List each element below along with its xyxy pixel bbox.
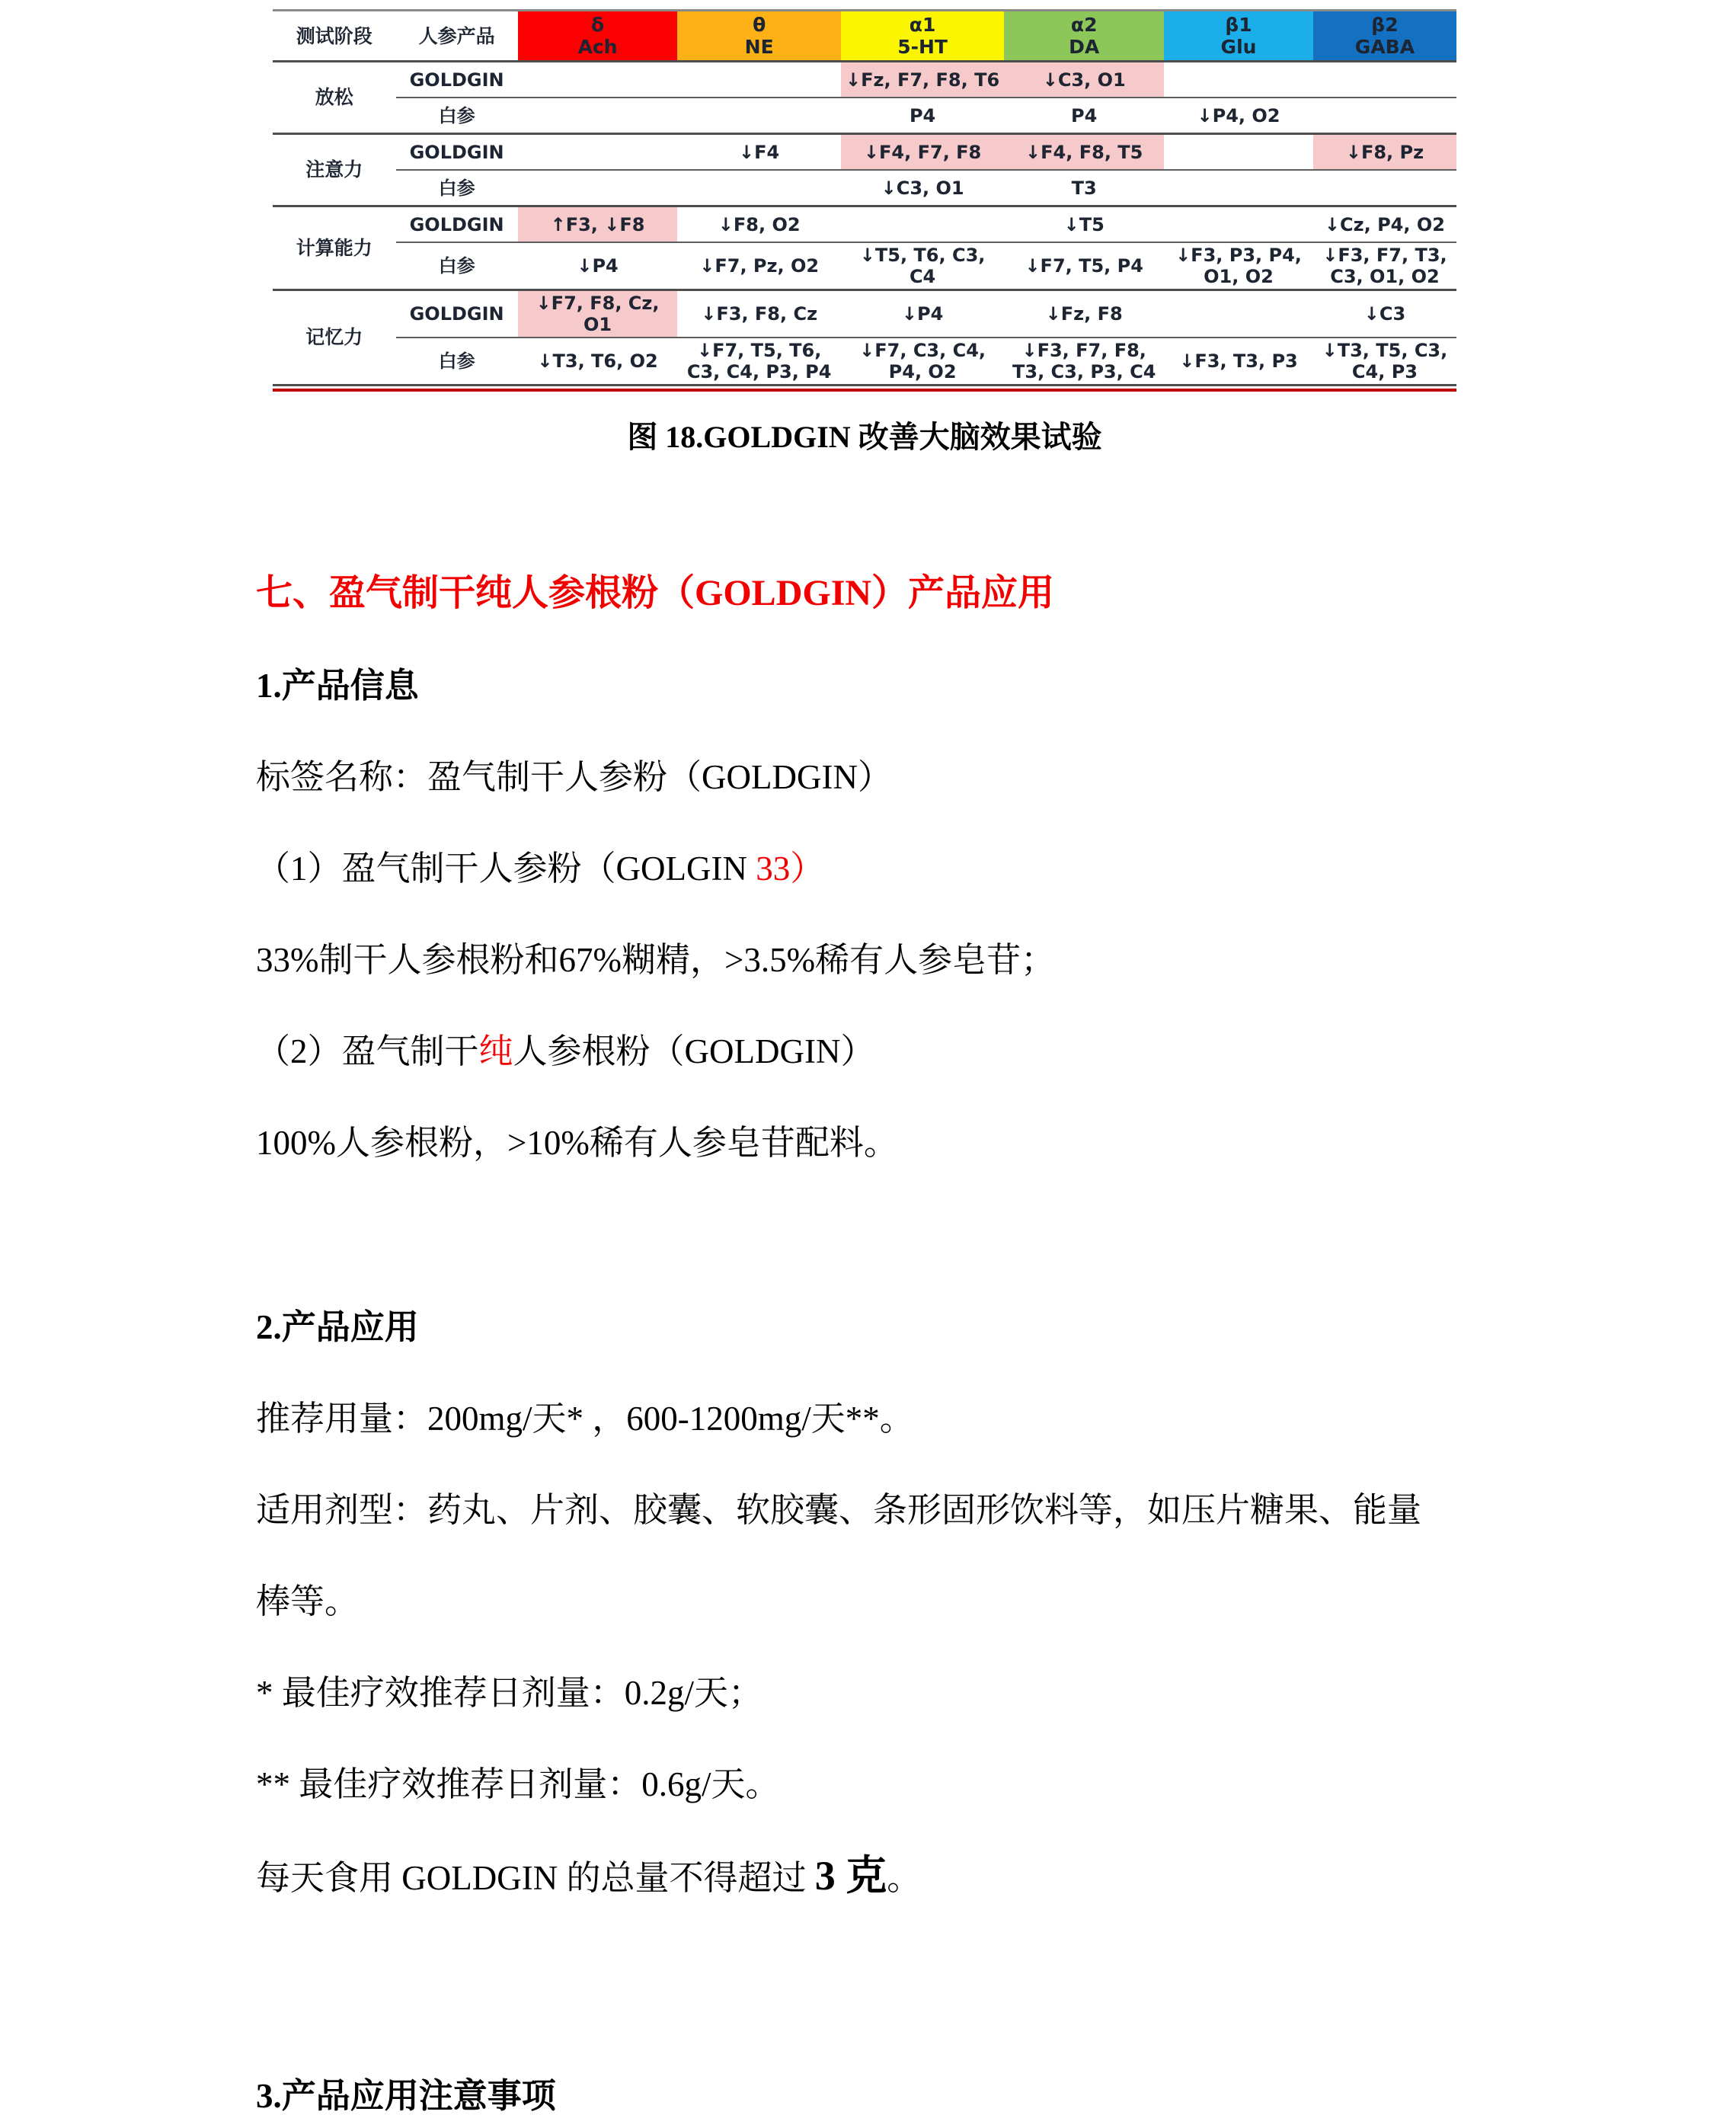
text-segment: 适用剂型：药丸、片剂、胶囊、软胶囊、条形固形饮料等，如压片糖果、能量 xyxy=(256,1491,1422,1529)
table-cell: P4 xyxy=(1004,98,1164,134)
band-label: 5-HT xyxy=(897,36,948,58)
product-cell: GOLDGIN xyxy=(396,62,518,98)
column-header-phase: 测试阶段 xyxy=(273,11,396,62)
table-cell: ↓C3, O1 xyxy=(1004,62,1164,98)
table-cell: ↓F7, T5, T6, C3, C4, P3, P4 xyxy=(677,338,840,386)
column-header-band-5-ht xyxy=(841,11,1004,62)
eeg-results-table xyxy=(273,9,1456,386)
band-symbol: β2 xyxy=(1371,14,1399,36)
table-cell: ↓F3, F7, T3, C3, O1, O2 xyxy=(1313,242,1456,290)
table-cell xyxy=(677,62,840,98)
band-label: DA xyxy=(1069,36,1100,58)
paragraph xyxy=(256,1671,1507,1715)
table-cell: ↓F8, O2 xyxy=(677,206,840,243)
table-cell xyxy=(841,206,1004,243)
product-cell: 白参 xyxy=(396,98,518,134)
text-segment: 1.产品信息 xyxy=(256,667,419,705)
band-label: GABA xyxy=(1354,36,1415,58)
table-bottom-red-rule xyxy=(273,389,1456,392)
table-cell: P4 xyxy=(841,98,1004,134)
column-header-product: 人参产品 xyxy=(396,11,518,62)
table-cell: ↓F7, T5, P4 xyxy=(1004,242,1164,290)
table-cell xyxy=(677,170,840,206)
table-cell xyxy=(518,62,678,98)
table-row xyxy=(273,290,1456,338)
paragraph xyxy=(256,1029,1507,1073)
table-cell: ↓F3, F7, F8, T3, C3, P3, C4 xyxy=(1004,338,1164,386)
table-cell: ↓F7, F8, Cz, O1 xyxy=(518,290,678,338)
table-cell: ↓Fz, F8 xyxy=(1004,290,1164,338)
paragraph xyxy=(256,2074,1507,2118)
section-heading: 七、盈气制干纯人参根粉（GOLDGIN）产品应用 xyxy=(256,573,1055,613)
table-cell: ↓P4 xyxy=(518,242,678,290)
band-label: Glu xyxy=(1220,36,1257,58)
band-symbol: α1 xyxy=(909,14,936,36)
text-segment: 推荐用量：200mg/天* ，600-1200mg/天**。 xyxy=(256,1400,914,1438)
text-segment: 3.产品应用注意事项 xyxy=(256,2077,556,2115)
paragraph xyxy=(256,1488,1507,1532)
table-cell xyxy=(518,134,678,171)
table-row xyxy=(273,98,1456,134)
paragraph-list xyxy=(256,664,1507,2118)
text-segment: 33%制干人参根粉和67%糊精，>3.5%稀有人参皂苷； xyxy=(256,941,1056,979)
table-cell: ↓T3, T5, C3, C4, P3 xyxy=(1313,338,1456,386)
table-cell xyxy=(1164,62,1313,98)
table-cell xyxy=(1164,134,1313,171)
phase-cell: 注意力 xyxy=(273,134,396,206)
phase-cell: 记忆力 xyxy=(273,290,396,386)
table-cell xyxy=(1164,206,1313,243)
column-header-band-da xyxy=(1004,11,1164,62)
table-cell: ↓F4, F8, T5 xyxy=(1004,134,1164,171)
table-cell: T3 xyxy=(1004,170,1164,206)
table-cell: ↓C3 xyxy=(1313,290,1456,338)
paragraph xyxy=(256,846,1507,891)
paragraph xyxy=(256,1397,1507,1441)
table-cell: ↓F7, Pz, O2 xyxy=(677,242,840,290)
red-text: 33） xyxy=(756,849,825,888)
table-row xyxy=(273,62,1456,98)
table-cell: ↓F4 xyxy=(677,134,840,171)
product-cell: 白参 xyxy=(396,242,518,290)
table-cell: ↓C3, O1 xyxy=(841,170,1004,206)
table-cell: ↓F3, P3, P4, O1, O2 xyxy=(1164,242,1313,290)
table-cell xyxy=(1164,170,1313,206)
table-cell: ↓F4, F7, F8 xyxy=(841,134,1004,171)
column-header-band-ne xyxy=(677,11,840,62)
band-symbol: β1 xyxy=(1225,14,1252,36)
paragraph xyxy=(256,1854,1507,1900)
figure-caption: 图 18.GOLDGIN 改善大脑效果试验 xyxy=(627,420,1102,454)
table-cell: ↓T5, T6, C3, C4 xyxy=(841,242,1004,290)
paragraph xyxy=(256,1579,1507,1624)
band-symbol: θ xyxy=(753,14,766,36)
phase-cell: 放松 xyxy=(273,62,396,134)
table-row xyxy=(273,206,1456,243)
table-cell xyxy=(518,98,678,134)
text-segment: 棒等。 xyxy=(256,1582,360,1620)
table-cell: ↓Fz, F7, F8, T6 xyxy=(841,62,1004,98)
band-symbol: δ xyxy=(590,14,605,36)
paragraph xyxy=(256,1121,1507,1165)
column-header-band-gaba xyxy=(1313,11,1456,62)
text-segment: 人参根粉（GOLDGIN） xyxy=(513,1032,875,1070)
text-segment: 2.产品应用 xyxy=(256,1308,419,1346)
table-row xyxy=(273,134,1456,171)
table-row xyxy=(273,338,1456,386)
text-segment: 100%人参根粉，>10%稀有人参皂苷配料。 xyxy=(256,1124,898,1162)
product-cell: GOLDGIN xyxy=(396,290,518,338)
eeg-results-table-zone xyxy=(273,9,1456,392)
text-segment: * 最佳疗效推荐日剂量：0.2g/天； xyxy=(256,1674,763,1712)
paragraph xyxy=(256,664,1507,708)
paragraph xyxy=(256,1762,1507,1806)
text-segment: 。 xyxy=(887,1859,922,1897)
table-cell: ↓Cz, P4, O2 xyxy=(1313,206,1456,243)
band-label: NE xyxy=(744,36,774,58)
table-cell: ↓F3, T3, P3 xyxy=(1164,338,1313,386)
emphasis-text: 3 克 xyxy=(814,1853,887,1899)
document-page xyxy=(0,9,1736,2115)
table-cell xyxy=(1164,290,1313,338)
text-segment: ** 最佳疗效推荐日剂量：0.6g/天。 xyxy=(256,1765,780,1803)
text-segment: （2）盈气制干 xyxy=(256,1032,479,1070)
table-cell: ↓T3, T6, O2 xyxy=(518,338,678,386)
table-cell xyxy=(1313,170,1456,206)
table-row xyxy=(273,242,1456,290)
column-header-band-ach xyxy=(518,11,678,62)
table-cell xyxy=(518,170,678,206)
paragraph xyxy=(256,755,1507,799)
product-cell: 白参 xyxy=(396,338,518,386)
product-cell: GOLDGIN xyxy=(396,134,518,171)
table-cell xyxy=(1313,98,1456,134)
text-segment: 标签名称：盈气制干人参粉（GOLDGIN） xyxy=(256,758,892,796)
product-cell: GOLDGIN xyxy=(396,206,518,243)
text-segment: （1）盈气制干人参粉（GOLGIN xyxy=(256,849,756,888)
table-cell: ↓F8, Pz xyxy=(1313,134,1456,171)
table-cell: ↓P4 xyxy=(841,290,1004,338)
band-symbol: α2 xyxy=(1070,14,1098,36)
table-cell: ↓T5 xyxy=(1004,206,1164,243)
table-cell xyxy=(1313,62,1456,98)
table-cell xyxy=(677,98,840,134)
paragraph xyxy=(256,1305,1507,1349)
table-row xyxy=(273,170,1456,206)
red-text: 纯 xyxy=(478,1032,513,1070)
document-body xyxy=(0,571,1736,2118)
table-cell: ↓F7, C3, C4, P4, O2 xyxy=(841,338,1004,386)
table-cell: ↑F3, ↓F8 xyxy=(518,206,678,243)
table-header xyxy=(273,11,1456,62)
phase-cell: 计算能力 xyxy=(273,206,396,290)
table-cell: ↓F3, F8, Cz xyxy=(677,290,840,338)
product-cell: 白参 xyxy=(396,170,518,206)
table-header-row xyxy=(273,11,1456,62)
table-cell: ↓P4, O2 xyxy=(1164,98,1313,134)
paragraph xyxy=(256,938,1507,982)
text-segment: 每天食用 GOLDGIN 的总量不得超过 xyxy=(256,1859,815,1897)
column-header-band-glu xyxy=(1164,11,1313,62)
band-label: Ach xyxy=(577,36,618,58)
